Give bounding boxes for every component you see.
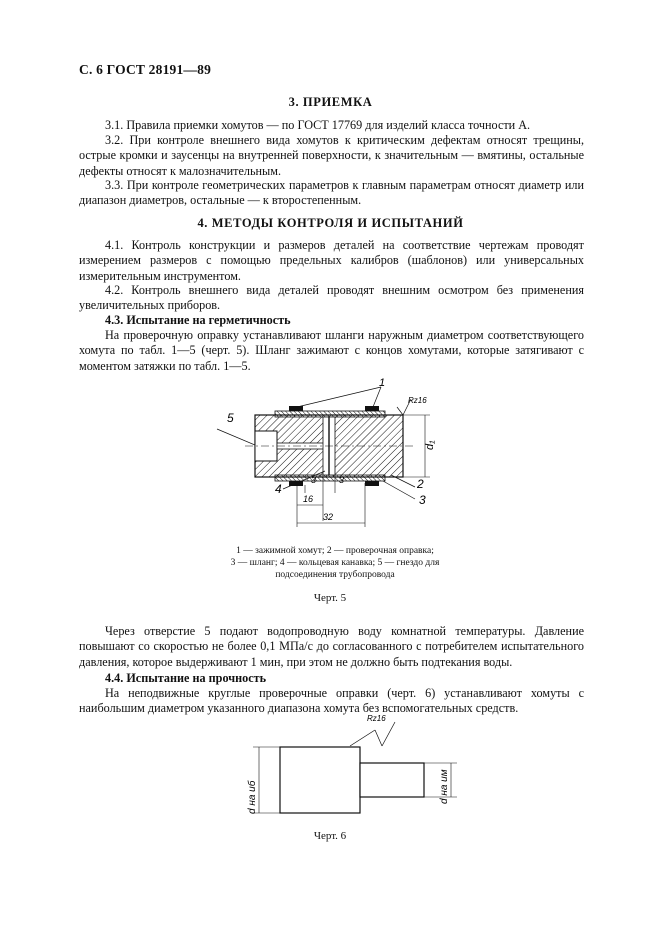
mandrel-small <box>360 763 424 797</box>
label-2: 2 <box>417 477 424 491</box>
para-4-3-text: На проверочную оправку устанавливают шланги наружным диаметром соответствующего хомута по табл. 1—5 (черт. 5). Шланг зажимают с концов хомутами, которые затягивают с моментом затяжки по табл. 1—5. <box>79 328 584 373</box>
section-4-title: 4. МЕТОДЫ КОНТРОЛЯ И ИСПЫТАНИЙ <box>197 216 464 230</box>
page-header: С. 6 ГОСТ 28191—89 <box>79 62 212 77</box>
figure-6-drawing <box>225 712 480 822</box>
para-3-1: 3.1. Правила приемки хомутов — по ГОСТ 17769 для изделий класса точности А. <box>105 118 531 132</box>
para-4-4-text: На неподвижные круглые проверочные оправки (черт. 6) устанавливают хомуты с наибольшим диаметром указанного диапазона хомута без вспомогательных средств. <box>79 686 584 716</box>
figure-5-caption-line-3: подсоединения трубопровода <box>275 570 395 580</box>
label-d1: d₁ <box>424 440 436 450</box>
para-4-3-after: Через отверстие 5 подают водопроводную воду комнатной температуры. Давление повышают со скоростью не более 0,1 МПа/с до согласованного с потребителем испытательного давления, которое выдерживают 1 мин, при этом не должно быть подтекания воды. <box>79 624 584 669</box>
label-1: 1 <box>379 377 386 389</box>
para-4-4-title: 4.4. Испытание на прочность <box>105 671 267 685</box>
section-3-title: 3. ПРИЕМКА <box>288 95 373 109</box>
para-3-2: 3.2. При контроле внешнего вида хомутов к критическим дефектам относят трещины, острые кромки и заусенцы на внутренней поверхности, к значительным — вмятины, остальные дефекты относят к малозначительным. <box>79 133 584 178</box>
figure-5-caption-line-2: 3 — шланг; 4 — кольцевая канавка; 5 — гнездо для <box>230 558 440 568</box>
clamp-top-right <box>365 406 379 411</box>
label-d-big: d на иб <box>247 780 258 814</box>
para-4-2: 4.2. Контроль внешнего вида деталей проводят внешним осмотром без применения увеличительных приборов. <box>79 283 584 313</box>
para-4-1: 4.1. Контроль конструкции и размеров деталей на соответствие чертежам проводят измерением размеров с помощью предельных калибров (шаблонов) или универсальных измерительным инструментом. <box>79 238 584 283</box>
hose-top <box>275 411 385 417</box>
label-rz16-fig6: Rz16 <box>367 714 386 723</box>
label-dim-3a: 3 <box>311 475 317 485</box>
clamp-bottom-right <box>365 481 379 486</box>
label-d-small: d на им <box>439 769 450 804</box>
label-5: 5 <box>227 411 234 425</box>
label-dim-32: 32 <box>323 512 334 522</box>
label-4: 4 <box>275 482 282 496</box>
figure-5-drawing <box>215 375 455 537</box>
figure-6-title: Черт. 6 <box>313 830 347 842</box>
figure-5-caption-line-1: 1 — зажимной хомут; 2 — проверочная оправка; <box>236 546 434 556</box>
mandrel-large <box>280 747 360 813</box>
figure-5-title: Черт. 5 <box>313 592 347 604</box>
hose-bottom <box>275 475 385 481</box>
label-3: 3 <box>419 493 426 507</box>
label-dim-16: 16 <box>303 494 314 504</box>
label-dim-3b: 3 <box>339 475 345 485</box>
para-3-3: 3.3. При контроле геометрических параметров к главным параметрам относят диаметр или диапазон диаметров, остальные — к второстепенным. <box>79 178 584 208</box>
clamp-top-left <box>289 406 303 411</box>
para-4-3-title: 4.3. Испытание на герметичность <box>105 313 291 327</box>
label-rz16: Rz16 <box>408 396 427 405</box>
